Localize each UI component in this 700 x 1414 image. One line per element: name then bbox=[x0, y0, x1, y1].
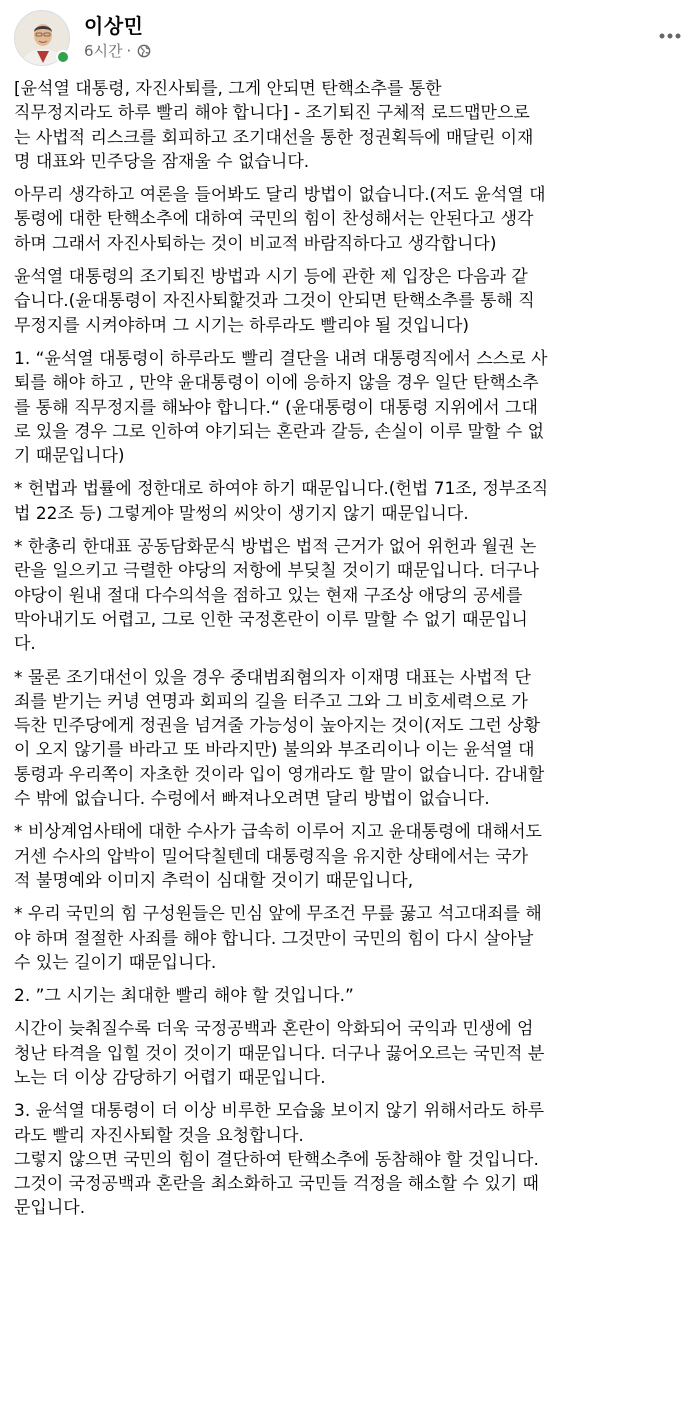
post-paragraph bbox=[14, 183, 686, 256]
post-paragraph bbox=[14, 347, 686, 468]
post-text-line: 막아내기도 어렵고, 그로 인한 국정혼란이 이루 말할 수 없기 때문입니 bbox=[14, 609, 528, 630]
post-text-line: 그렇지 않으면 국민의 힘이 결단하여 탄핵소추에 동참해야 할 것입니다. bbox=[14, 1149, 539, 1170]
post-text-line: 로 있을 경우 그로 인하여 야기되는 혼란과 갈등, 손실이 이루 말할 수 없 bbox=[14, 421, 545, 442]
post-paragraph bbox=[14, 666, 686, 812]
post-body bbox=[14, 77, 686, 1230]
post-text-line: 문입니다. bbox=[14, 1198, 86, 1219]
post-text-line: 2. ”그 시기는 최대한 빨리 해야 할 것입니다.” bbox=[14, 986, 354, 1007]
post-text-line: [윤석열 대통령, 자진사퇴를, 그게 안되면 탄핵소추를 통한 bbox=[14, 79, 442, 99]
post-text-line: 그것이 국정공백과 혼란을 최소화하고 국민들 걱정을 해소할 수 있기 때 bbox=[14, 1174, 539, 1195]
post-text-line: 란을 일으키고 극렬한 야당의 저항에 부딪칠 것이기 때문입니다. 더구나 bbox=[14, 561, 539, 582]
post-text-line: 수 있는 길이기 때문입니다. bbox=[14, 952, 217, 973]
post-text-line: 를 통해 직무정지를 해놔야 합니다.“ (윤대통령이 대통령 지위에서 그대 bbox=[14, 397, 538, 418]
post-text-line: 퇴를 해야 하고 , 만약 윤대통령이 이에 응하지 않을 경우 일단 탄핵소추 bbox=[14, 373, 539, 394]
post-text-line: 청난 타격을 입힐 것이 것이기 때문입니다. 더구나 끓어오르는 국민적 분 bbox=[14, 1043, 545, 1064]
post-text-line: * 우리 국민의 힘 구성원들은 민심 앞에 무조건 무릎 꿇고 석고대죄를 해 bbox=[14, 904, 542, 925]
post-text-line: 수 밖에 없습니다. 수렁에서 빠져나오려면 달리 방법이 없습니다. bbox=[14, 789, 490, 810]
post-paragraph bbox=[14, 265, 686, 338]
post-text-line: 직무정지라도 하루 빨리 해야 합니다] - 조기퇴진 구체적 로드맵만으로 bbox=[14, 103, 530, 124]
post-text-line: 법 22조 등) 그렇게야 말썽의 씨앗이 생기지 않기 때문입니다. bbox=[14, 503, 469, 524]
post-text-line: * 헌법과 법률에 정한대로 하여야 하기 때문입니다.(헌법 71조, 정부조직 bbox=[14, 479, 549, 500]
post-text-line: 하며 그래서 자진사퇴하는 것이 비교적 바람직하다고 생각합니다) bbox=[14, 233, 497, 254]
post-text-line: 야당이 원내 절대 다수의석을 점하고 있는 현재 구조상 애당의 공세를 bbox=[14, 585, 523, 606]
post-meta bbox=[84, 40, 151, 61]
post-text-line: 다. bbox=[14, 634, 36, 655]
post-time[interactable]: 6시간 bbox=[84, 42, 123, 60]
post-text-line: 3. 윤석열 대통령이 더 이상 비루한 모습읋 보이지 않기 위해서라도 하루 bbox=[14, 1101, 545, 1122]
post-text-line: 라도 빨리 자진사퇴할 것을 요청합니다. bbox=[14, 1125, 304, 1146]
post-text-line: * 물론 조기대선이 있을 경우 중대범죄혐의자 이재명 대표는 사법적 단 bbox=[14, 667, 531, 688]
post-text-line: 명 대표와 민주당을 잠재울 수 없습니다. bbox=[14, 151, 310, 172]
post-paragraph bbox=[14, 1099, 686, 1220]
post-paragraph bbox=[14, 77, 686, 174]
post-text-line: 노는 더 이상 감당하기 어렵기 때문입니다. bbox=[14, 1067, 326, 1088]
post-text-line: * 비상계엄사태에 대한 수사가 급속히 이루어 지고 윤대통령에 대해서도 bbox=[14, 822, 542, 843]
post-text-line: 통령에 대한 탄핵소추에 대하여 국민의 힘이 찬성해서는 안된다고 생각 bbox=[14, 209, 534, 230]
online-status-dot bbox=[56, 50, 70, 64]
post-paragraph bbox=[14, 477, 686, 526]
more-options-button[interactable] bbox=[654, 20, 686, 52]
post-text-line: 적 불명예와 이미지 추럭이 심대할 것이기 때문입니다, bbox=[14, 870, 414, 891]
post-paragraph bbox=[14, 1017, 686, 1090]
meta-separator: · bbox=[126, 41, 132, 60]
more-horizontal-icon bbox=[659, 33, 681, 39]
post-text-line: 윤석열 대통령의 조기퇴진 방법과 시기 등에 관한 제 입장은 다음과 같 bbox=[14, 267, 528, 288]
author-avatar[interactable] bbox=[14, 10, 70, 66]
post-text-line: 시간이 늦춰질수록 더욱 국정공백과 혼란이 악화되어 국익과 민생에 엄 bbox=[14, 1019, 534, 1040]
post-text-line: * 한총리 한대표 공동담화문식 방법은 법적 근거가 없어 위헌과 월권 논 bbox=[14, 537, 537, 558]
post-text-line: 1. “윤석열 대통령이 하루라도 빨리 결단을 내려 대통령직에서 스스로 사 bbox=[14, 348, 548, 369]
post-paragraph bbox=[14, 820, 686, 893]
post-text-line: 득찬 민주당에게 정권을 넘겨줄 가능성이 높아지는 것이(저도 그런 상황 bbox=[14, 716, 541, 737]
post-paragraph bbox=[14, 902, 686, 975]
post-header bbox=[0, 0, 700, 72]
post-text-line: 거센 수사의 압박이 밀어닥칠텐데 대통령직을 유지한 상태에서는 국가 bbox=[14, 846, 529, 867]
post-text-line: 아무리 생각하고 여론을 들어봐도 달리 방법이 없습니다.(저도 윤석열 대 bbox=[14, 185, 546, 206]
post-paragraph bbox=[14, 984, 686, 1008]
author-name[interactable]: 이상민 bbox=[84, 14, 144, 38]
globe-icon[interactable] bbox=[137, 44, 151, 58]
post-paragraph bbox=[14, 535, 686, 656]
post-text-line: 통령과 우리쪽이 자초한 것이라 입이 영개라도 할 말이 없습니다. 감내할 bbox=[14, 764, 545, 785]
post-text-line: 기 때문입니다) bbox=[14, 446, 125, 467]
post-text-line: 야 하며 절절한 사죄를 해야 합니다. 그것만이 국민의 힘이 다시 살아날 bbox=[14, 928, 534, 949]
post-text-line: 이 오지 않기를 바라고 또 바라지만) 불의와 부조리이나 이는 윤석열 대 bbox=[14, 740, 535, 761]
post-text-line: 는 사법적 리스크를 회피하고 조기대선을 통한 정권획득에 매달린 이재 bbox=[14, 127, 534, 148]
post-text-line: 죄를 받기는 커녕 연명과 회피의 길을 터주고 그와 그 비호세력으로 가 bbox=[14, 691, 528, 712]
post-text-line: 무정지를 시켜야하며 그 시기는 하루라도 빨리야 될 것입니다) bbox=[14, 315, 470, 336]
post-text-line: 습니다.(윤대통령이 자진사퇴핥것과 그것이 안되면 탄핵소추를 통해 직 bbox=[14, 291, 535, 312]
